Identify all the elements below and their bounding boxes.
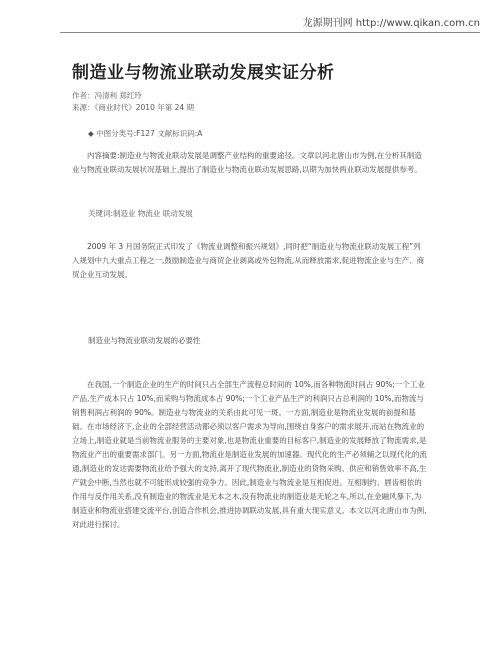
section-heading: 制造业与物流业联动发展的必要性 — [88, 336, 201, 345]
article-keywords: 关键词:制造业 物流业 联动发展 — [88, 209, 193, 218]
article-intro: 2009 年 3 月国务院正式印发了《物流业调整和振兴规划》,同时把“制造业与物流业联动发展工程”列入规划中九大重点工程之一,鼓励制造业与商贸企业剥离或外包物流,从而释放需求,促进物流企业与生产、商贸企业互动发展。 — [72, 242, 425, 279]
article-authors: 作者：冯清利 郑红玲 — [72, 91, 142, 100]
site-header: 龙源期刊网 http://www.qikan.com.cn — [302, 18, 480, 29]
article-body: 在我国,一个制造企业的生产的时间只占全部生产流程总时间的 10%,而各种物流时间占 90%;一个工业产品,生产成本只占 10%,而采购与物流成本占 90%;一个工业产品生产的利润只占总利润的 10%,而物流与销售利润占利润的 90%。制造业与物流业的关系由此可见一斑。一方面,制造业是物流业发展的前提和基础。在市场经济下,企业的全部经营活动都必须以客户需求为导向,围绕自身客户的需求展开,而站在物流业的立场上,制造业就是当前物流业服务的主要对象,也是物流业重要的目标客户,制造业的发展释放了物流需求,是物流业产出的重要需求部门。另一方面,物流业是制造业发展的加速器。现代化的生产必须辅之以现代化的流通,制造业的发达需要物流业给予强大的支持,离开了现代物流业,制造业的货物采购、供应和销售效率不高,生产就会中断,当然也就不可能形成较强的竞争力。因此,制造业与物流业是互相促进、互相制约、唇齿相依的作用与反作用关系,没有制造业的物流业是无本之木,没有物流业的制造业是无轮之车,所以,在金融风暴下,为制造业和物流业搭建交流平台,创造合作机会,推进协调联动发展,具有重大现实意义。本文以河北唐山市为例,对此进行探讨。 — [72, 380, 427, 529]
article-classification: ◆ 中图分类号:F127 文献标识码:A — [88, 129, 203, 138]
header-divider — [60, 32, 480, 33]
article-abstract: 内容摘要:制造业与物流业联动发展是调整产业结构的重要途径。文章以河北唐山市为例,在分析其制造业与物流业联动发展状况基础上,提出了制造业与物流业联动发展思路,以期为加快两业联动发展提供参考。 — [72, 151, 422, 174]
article-source: 来源：《商业时代》2010 年第 24 期 — [72, 103, 195, 112]
article-title: 制造业与物流业联动发展实证分析 — [72, 63, 335, 83]
